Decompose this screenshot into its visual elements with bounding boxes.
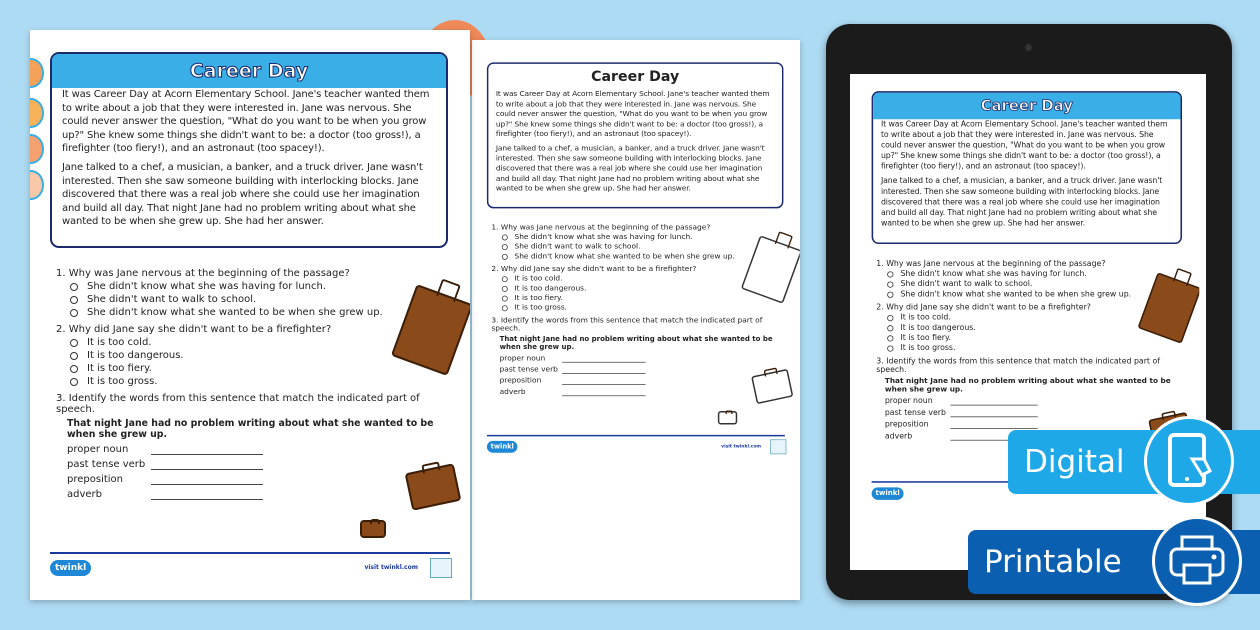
radio-icon[interactable]	[70, 283, 78, 291]
radio-icon[interactable]	[502, 276, 508, 282]
question-3-sentence: That night Jane had no problem writing about what she wanted to be when she grew up.	[884, 376, 1171, 394]
radio-icon[interactable]	[887, 315, 893, 321]
suitcase-small-icon	[718, 411, 737, 424]
question-3: 3. Identify the words from this sentence that match the indicated part of speech.	[876, 357, 1160, 375]
option-label: It is too gross.	[87, 376, 158, 387]
answer-label: past tense verb	[67, 459, 146, 470]
worksheet-title: Career Day	[488, 64, 782, 89]
option[interactable]	[56, 350, 456, 361]
option[interactable]	[491, 233, 789, 241]
radio-icon[interactable]	[887, 271, 893, 277]
option-label: She didn't want to walk to school.	[514, 242, 641, 251]
radio-icon[interactable]	[70, 378, 78, 386]
option-label: She didn't want to walk to school.	[87, 294, 257, 305]
radio-icon[interactable]	[502, 244, 508, 250]
passage-paragraph: Jane talked to a chef, a musician, a banker, and a truck driver. Jane wasn't interested. Then she saw someone building with interlocking blocks. Jane discovered that there was a real job where she could use her imagination and build all day. That night Jane had no problem writing about what she wanted to be when she grew up. She had her answer.	[62, 161, 423, 228]
badge-icon	[430, 558, 452, 578]
option-label: It is too cold.	[900, 313, 951, 323]
radio-icon[interactable]	[887, 335, 893, 341]
tablet-touch-icon	[1144, 416, 1234, 506]
option-label: It is too gross.	[900, 343, 956, 353]
option[interactable]	[56, 294, 456, 305]
answer-line[interactable]	[562, 377, 645, 385]
answer-label: adverb	[499, 387, 526, 397]
twinkl-logo: twinkl	[872, 487, 904, 499]
answer-label: preposition	[499, 376, 542, 385]
answer-label: preposition	[884, 420, 929, 429]
radio-icon[interactable]	[70, 309, 78, 317]
option-label: She didn't know what she wanted to be when she grew up.	[514, 252, 735, 261]
badge-icon	[770, 439, 786, 454]
answer-line[interactable]	[950, 420, 1037, 429]
passage-box	[487, 62, 784, 208]
answer-row	[491, 388, 789, 396]
option[interactable]	[876, 334, 1188, 343]
footer-divider	[487, 435, 785, 436]
option-label: It is too cold.	[514, 274, 563, 283]
radio-icon[interactable]	[70, 365, 78, 373]
worksheet-printable-sheet	[472, 40, 800, 600]
question-2: 2. Why did Jane say she didn't want to be a firefighter?	[491, 265, 697, 274]
answer-label: proper noun	[884, 396, 933, 406]
option[interactable]	[876, 290, 1188, 299]
passage-paragraph: Jane talked to a chef, a musician, a banker, and a truck driver. Jane wasn't interested. Then she saw someone building with interlocking blocks. Jane discovered that there was a real job where she could use her imagination and build all day. That night Jane had no problem writing about what she wanted to be when she grew up. She had her answer.	[495, 144, 765, 194]
digital-badge	[1008, 430, 1260, 494]
option-label: It is too fiery.	[87, 363, 152, 374]
option[interactable]	[56, 281, 456, 292]
question-3: 3. Identify the words from this sentence that match the indicated part of speech.	[491, 316, 763, 333]
option[interactable]	[56, 376, 456, 387]
worksheet-color-page	[30, 30, 470, 600]
questions	[491, 219, 789, 396]
option[interactable]	[491, 275, 789, 283]
footer-divider	[50, 552, 450, 554]
option-label: It is too dangerous.	[514, 284, 587, 293]
twinkl-logo: twinkl	[50, 560, 91, 576]
option[interactable]	[491, 294, 789, 302]
question-2: 2. Why did Jane say she didn't want to be a firefighter?	[56, 324, 332, 335]
answer-line[interactable]	[562, 354, 645, 362]
option[interactable]	[876, 280, 1188, 289]
answer-row	[491, 354, 789, 362]
worksheet-title: Career Day	[873, 93, 1180, 120]
printable-badge	[968, 530, 1260, 594]
option[interactable]	[876, 270, 1188, 279]
question-3: 3. Identify the words from this sentence that match the indicated part of speech.	[56, 393, 420, 415]
radio-icon[interactable]	[70, 339, 78, 347]
option-label: It is too dangerous.	[87, 350, 184, 361]
answer-line[interactable]	[151, 489, 263, 500]
passage-paragraph: It was Career Day at Acorn Elementary School. Jane's teacher wanted them to write about a job that they were interested in. Jane was nervous. She could never answer the question, "What do you want to be when you grow up?" She knew some things she didn't want to be: a doctor (too gross!), a firefighter (too fiery!), and an astronaut (too spacey!).	[495, 89, 770, 139]
option-label: She didn't know what she wanted to be when she grew up.	[900, 290, 1132, 299]
answer-row	[56, 459, 456, 470]
camera-icon	[1025, 44, 1032, 51]
answer-row	[876, 397, 1188, 406]
passage-paragraph: It was Career Day at Acorn Elementary School. Jane's teacher wanted them to write about a job that they were interested in. Jane was nervous. She could never answer the question, "What do you want to be when you grow up?" She knew some things she didn't want to be: a doctor (too gross!), a firefighter (too fiery!), and an astronaut (too spacey!).	[62, 89, 430, 155]
radio-icon[interactable]	[502, 305, 508, 311]
radio-icon[interactable]	[887, 325, 893, 331]
option[interactable]	[56, 337, 456, 348]
option[interactable]	[56, 307, 456, 318]
option[interactable]	[56, 363, 456, 374]
answer-line[interactable]	[950, 397, 1037, 406]
radio-icon[interactable]	[70, 296, 78, 304]
answer-label: adverb	[67, 489, 103, 500]
question-3-sentence: That night Jane had no problem writing about what she wanted to be when she grew up.	[499, 335, 773, 352]
printer-icon	[1152, 516, 1242, 606]
visit-link[interactable]: visit twinkl.com	[364, 564, 418, 571]
radio-icon[interactable]	[887, 291, 893, 297]
answer-line[interactable]	[151, 444, 263, 455]
answer-row	[56, 489, 456, 500]
option[interactable]	[876, 313, 1188, 322]
answer-row	[56, 474, 456, 485]
option[interactable]	[876, 344, 1188, 353]
twinkl-logo: twinkl	[487, 441, 518, 453]
option-label: She didn't know what she was having for lunch.	[900, 269, 1087, 279]
answer-row	[876, 420, 1188, 429]
option-label: It is too dangerous.	[900, 323, 976, 333]
question-3-sentence: That night Jane had no problem writing about what she wanted to be when she grew up.	[67, 418, 434, 440]
answer-label: proper noun	[67, 444, 129, 455]
answer-row	[491, 377, 789, 385]
question-1: 1. Why was Jane nervous at the beginning of the passage?	[56, 268, 350, 279]
radio-icon[interactable]	[887, 281, 893, 287]
answer-label: adverb	[884, 432, 913, 441]
question-1: 1. Why was Jane nervous at the beginning of the passage?	[876, 259, 1106, 269]
option-label: It is too fiery.	[514, 294, 563, 303]
tablet-device	[826, 24, 1232, 600]
passage-box	[872, 91, 1182, 244]
radio-icon[interactable]	[502, 253, 508, 259]
answer-row	[56, 444, 456, 455]
option-label: It is too cold.	[87, 337, 152, 348]
passage-paragraph: Jane talked to a chef, a musician, a banker, and a truck driver. Jane wasn't interested. Then she saw someone building with interlocking blocks. Jane discovered that there was a real job where she could use her imagination and build all day. That night Jane had no problem writing about what she wanted to be when she grew up. She had her answer.	[880, 176, 1163, 228]
visit-link[interactable]: visit twinkl.com	[721, 443, 762, 450]
option[interactable]	[491, 284, 789, 292]
question-1: 1. Why was Jane nervous at the beginning of the passage?	[491, 223, 711, 232]
answer-row	[491, 366, 789, 374]
suitcase-small-icon	[360, 520, 386, 538]
option-label: It is too fiery.	[900, 333, 952, 343]
option-label: She didn't know what she wanted to be when she grew up.	[87, 307, 383, 318]
questions	[56, 262, 456, 500]
option-label: It is too gross.	[514, 303, 567, 312]
answer-line[interactable]	[151, 459, 263, 470]
answer-line[interactable]	[151, 474, 263, 485]
option-label: She didn't know what she was having for lunch.	[87, 281, 327, 292]
answer-label: past tense verb	[884, 408, 946, 418]
radio-icon[interactable]	[887, 345, 893, 351]
option-label: She didn't want to walk to school.	[900, 279, 1033, 289]
answer-label: proper noun	[499, 354, 546, 363]
radio-icon[interactable]	[502, 295, 508, 301]
passage-paragraph: It was Career Day at Acorn Elementary School. Jane's teacher wanted them to write about a job that they were interested in. Jane was nervous. She could never answer the question, "What do you want to be when you grow up?" She knew some things she didn't want to be: a doctor (too gross!), a firefighter (too fiery!), and an astronaut (too spacey!).	[880, 120, 1168, 172]
printable-label: Printable	[984, 544, 1122, 580]
answer-line[interactable]	[562, 388, 645, 396]
radio-icon[interactable]	[502, 286, 508, 292]
option[interactable]	[491, 252, 789, 260]
radio-icon[interactable]	[70, 352, 78, 360]
digital-label: Digital	[1024, 444, 1125, 480]
option[interactable]	[491, 243, 789, 251]
question-2: 2. Why did Jane say she didn't want to be a firefighter?	[876, 303, 1091, 312]
passage-box	[50, 52, 448, 248]
answer-line[interactable]	[562, 366, 645, 374]
worksheet-title: Career Day	[52, 54, 446, 88]
worksheet-printable-page	[472, 46, 800, 471]
radio-icon[interactable]	[502, 234, 508, 240]
answer-row	[876, 409, 1188, 418]
tablet-screen	[850, 74, 1206, 570]
answer-label: past tense verb	[499, 365, 558, 374]
answer-line[interactable]	[950, 409, 1037, 418]
option[interactable]	[876, 324, 1188, 333]
option-label: She didn't know what she was having for lunch.	[514, 232, 693, 242]
option[interactable]	[491, 304, 789, 312]
answer-label: preposition	[67, 474, 124, 485]
questions	[876, 255, 1188, 441]
